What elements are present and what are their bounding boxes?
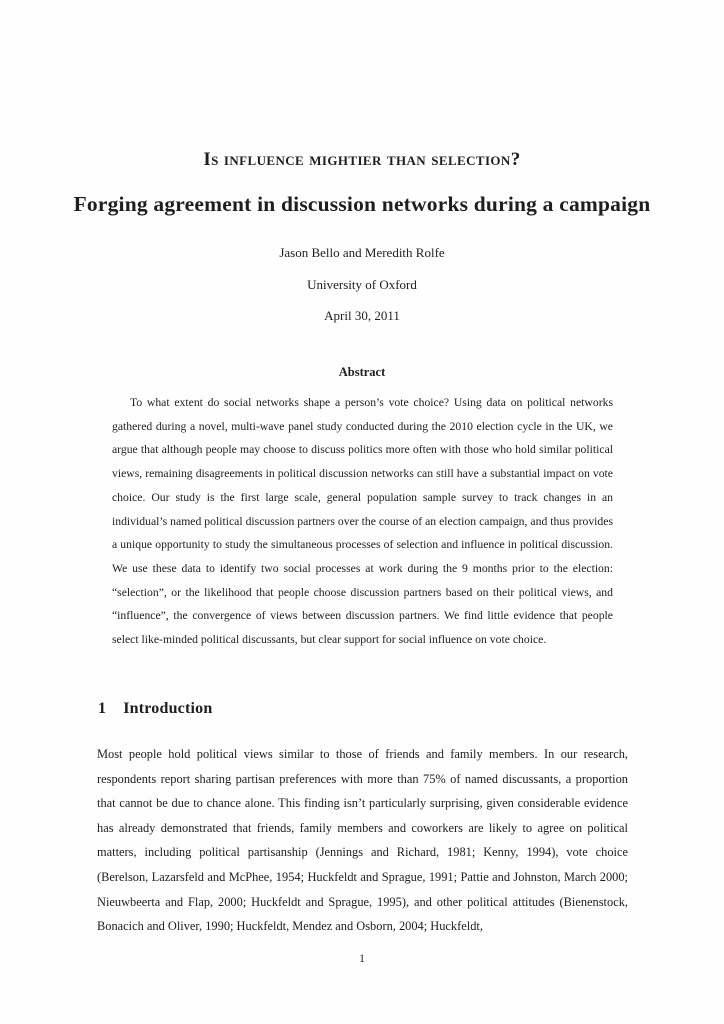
- abstract-text: To what extent do social networks shape a person’s vote choice? Using data on political networks gathered during a novel, multi-wave panel study conducted during the 2010 election cycle in the UK, we argue that although people may choose to discuss politics more often with those who hold similar political views, remaining disagreements in political discussion networks can still have a substantial impact on vote choice. Our study is the first large scale, general population sample survey to track changes in an individual’s named political discussion partners over the course of an election campaign, and thus provides a unique opportunity to study the simultaneous processes of selection and influence in political discussion. We use these data to identify two social processes at work during the 9 months prior to the election: “selection”, or the likelihood that people choose discussion partners based on their political views, and “influence”, the convergence of views between discussion partners. We find little evidence that people select like-minded political discussants, but clear support for social influence on vote choice.: [112, 396, 613, 647]
- intro-paragraph: Most people hold political views similar to those of friends and family members. In our research, respondents report sharing partisan preferences with more than 75% of named discussants, a proportion that cannot be due to chance alone. This finding isn’t particularly surprising, given considerable evidence has already demonstrated that friends, family members and coworkers are likely to agree on political matters, including political partisanship (Jennings and Richard, 1981; Kenny, 1994), vote choice (Berelson, Lazarsfeld and McPhee, 1954; Huckfeldt and Sprague, 1991; Pattie and Johnston, March 2000; Nieuwbeerta and Flap, 2000; Huckfeldt and Sprague, 1995), and other political attitudes (Bienenstock, Bonacich and Oliver, 1990; Huckfeldt, Mendez and Osborn, 2004; Huckfeldt,: [97, 747, 628, 934]
- paper-affiliation: University of Oxford: [307, 277, 417, 292]
- section-heading-introduction: [98, 700, 212, 718]
- section-title: Introduction: [123, 700, 213, 717]
- abstract-heading: Abstract: [338, 365, 386, 379]
- paper-subtitle: Forging agreement in discussion networks during a campaign: [73, 192, 651, 216]
- paper-authors: Jason Bello and Meredith Rolfe: [279, 245, 445, 260]
- paper-title: Is influence mightier than selection?: [203, 149, 521, 170]
- section-number: 1: [98, 700, 107, 717]
- paper-date: April 30, 2011: [324, 308, 400, 323]
- page-number: 1: [359, 953, 365, 965]
